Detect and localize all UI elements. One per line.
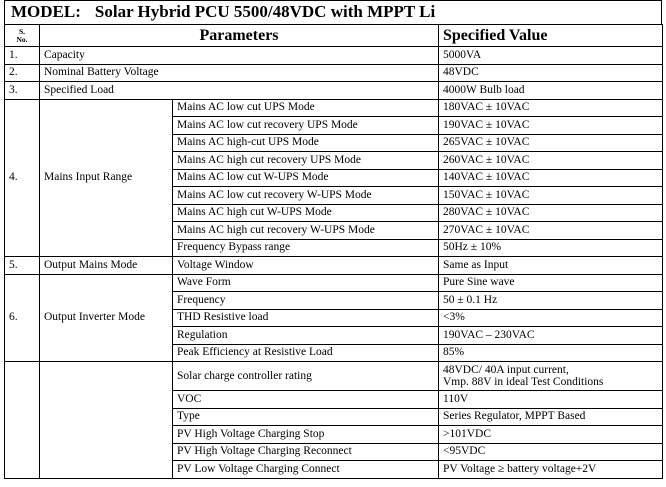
value-cell: 265VAC ± 10VAC [439,134,663,152]
table-row [5,64,663,82]
value-cell: 110V [439,391,663,409]
parameter-cell: Capacity [40,47,439,65]
parameter-cell: Voltage Window [173,257,439,275]
value-cell: 150VAC ± 10VAC [439,187,663,205]
value-cell: 50 ± 0.1 Hz [439,292,663,310]
spec-table [4,24,663,479]
group-name: Mains Input Range [40,99,173,257]
parameter-cell: Frequency [173,292,439,310]
parameter-cell: PV High Voltage Charging Reconnect [173,443,439,461]
group-name: Output Inverter Mode [40,274,173,362]
parameters-header: Parameters [40,25,439,47]
model-name: Solar Hybrid PCU 5500/48VDC with MPPT Li [94,2,436,21]
value-cell [439,362,663,391]
row-number: 2. [5,64,40,82]
value-cell: Same as Input [439,257,663,275]
value-cell: PV Voltage ≥ battery voltage+2V [439,461,663,479]
parameter-cell: Peak Efficiency at Resistive Load [173,344,439,362]
parameter-cell: Mains AC high cut recovery UPS Mode [173,152,439,170]
parameter-cell: PV High Voltage Charging Stop [173,426,439,444]
row-number [5,362,40,479]
value-cell: 85% [439,344,663,362]
parameter-cell: VOC [173,391,439,409]
value-cell: 50Hz ± 10% [439,239,663,257]
value-cell: Pure Sine wave [439,274,663,292]
parameter-cell: Mains AC low cut UPS Mode [173,99,439,117]
parameter-cell: Mains AC high-cut UPS Mode [173,134,439,152]
table-row [5,47,663,65]
value-cell: >101VDC [439,426,663,444]
table-row [5,99,663,117]
table-row [5,274,663,292]
value-cell: 4000W Bulb load [439,82,663,100]
value-cell: 190VAC – 230VAC [439,327,663,345]
table-row [5,362,663,391]
value-cell: 5000VA [439,47,663,65]
row-number: 1. [5,47,40,65]
spec-table-body [5,25,663,479]
model-title [4,0,662,24]
model-label: MODEL: [11,2,81,21]
value-cell: 280VAC ± 10VAC [439,204,663,222]
parameter-cell: Wave Form [173,274,439,292]
parameter-cell: Mains AC low cut recovery UPS Mode [173,117,439,135]
row-number: 6. [5,274,40,362]
table-row [5,257,663,275]
parameter-cell: Mains AC high cut W-UPS Mode [173,204,439,222]
parameter-cell: Mains AC low cut recovery W-UPS Mode [173,187,439,205]
group-name: Output Mains Mode [40,257,173,275]
parameter-cell: PV Low Voltage Charging Connect [173,461,439,479]
spec-sheet [4,0,662,479]
row-number: 4. [5,99,40,257]
value-cell: 270VAC ± 10VAC [439,222,663,240]
sno-header: S. No. [5,25,40,47]
parameter-cell: Solar charge controller rating [173,362,439,391]
parameter-cell: Mains AC low cut W-UPS Mode [173,169,439,187]
table-row [5,82,663,100]
value-cell: Series Regulator, MPPT Based [439,408,663,426]
value-cell: 260VAC ± 10VAC [439,152,663,170]
table-header-row [5,25,663,47]
group-name [40,362,173,479]
parameter-cell: THD Resistive load [173,309,439,327]
value-line-2: Vmp. 88V in ideal Test Conditions [443,376,604,388]
parameter-cell: Regulation [173,327,439,345]
value-cell: 190VAC ± 10VAC [439,117,663,135]
value-cell: 180VAC ± 10VAC [439,99,663,117]
row-number: 5. [5,257,40,275]
parameter-cell: Frequency Bypass range [173,239,439,257]
value-cell: <3% [439,309,663,327]
value-cell: 140VAC ± 10VAC [439,169,663,187]
specified-value-header: Specified Value [439,25,663,47]
value-cell: 48VDC [439,64,663,82]
value-line-1: 48VDC/ 40A input current, [443,364,569,376]
value-cell: <95VDC [439,443,663,461]
row-number: 3. [5,82,40,100]
parameter-cell: Type [173,408,439,426]
parameter-cell: Specified Load [40,82,439,100]
parameter-cell: Nominal Battery Voltage [40,64,439,82]
parameter-cell: Mains AC high cut recovery W-UPS Mode [173,222,439,240]
